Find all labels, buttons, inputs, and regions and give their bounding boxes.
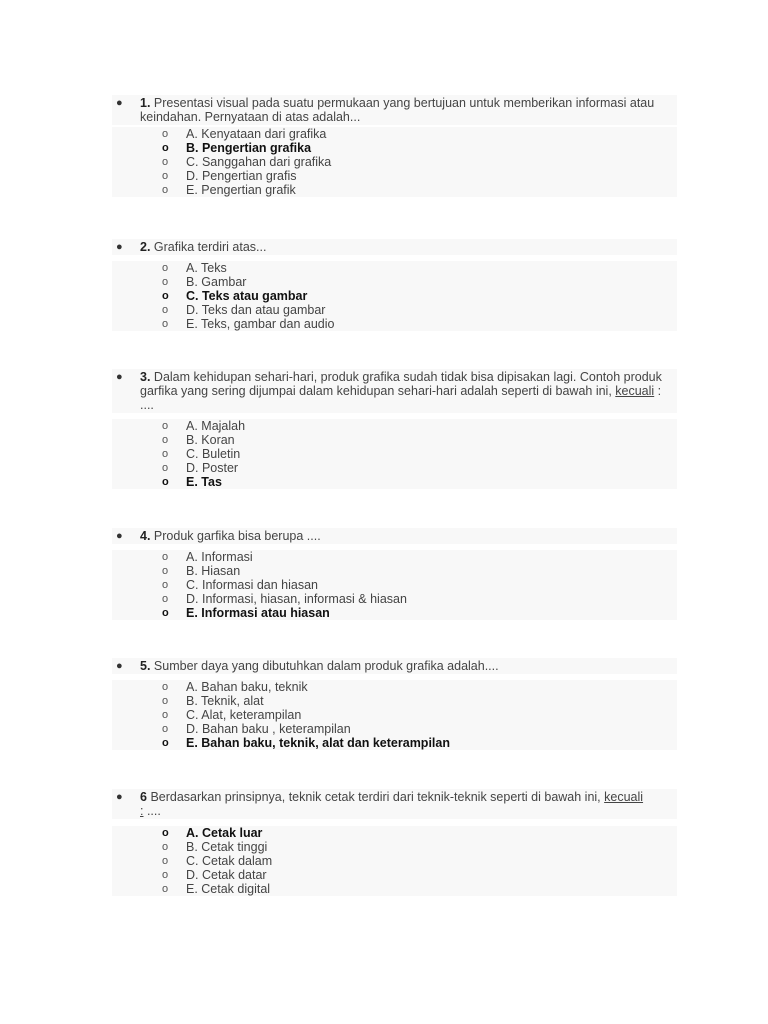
- option-c: o C. Informasi dan hiasan: [162, 578, 319, 592]
- option-d: o D. Pengertian grafis: [162, 169, 297, 183]
- question-number: 1.: [140, 96, 151, 110]
- question-1: [112, 95, 677, 197]
- question-4: [112, 528, 677, 620]
- option-d: o D. Poster: [162, 461, 239, 475]
- circle-bullet-icon: o: [162, 737, 169, 749]
- circle-bullet-icon: o: [162, 869, 169, 881]
- option-b: o B. Gambar: [162, 275, 247, 289]
- question-stem: [112, 369, 677, 413]
- option-d: o D. Bahan baku , keterampilan: [162, 722, 351, 736]
- circle-bullet-icon: o: [162, 476, 169, 488]
- question-6: [112, 789, 677, 896]
- option-a: o A. Majalah: [162, 419, 246, 433]
- circle-bullet-icon: o: [162, 723, 169, 735]
- question-number: 3.: [140, 370, 151, 384]
- option-b: o B. Hiasan: [162, 564, 241, 578]
- question-emphasis-colon: :: [140, 804, 144, 818]
- circle-bullet-icon: o: [162, 607, 169, 619]
- options-list: [112, 261, 677, 331]
- option-e: o E. Pengertian grafik: [162, 183, 296, 197]
- question-stem: [112, 95, 677, 125]
- bullet-icon: ●: [116, 530, 123, 542]
- circle-bullet-icon: o: [162, 304, 169, 316]
- question-2: [112, 239, 677, 331]
- circle-bullet-icon: o: [162, 681, 169, 693]
- bullet-icon: ●: [116, 660, 123, 672]
- circle-bullet-icon: o: [162, 420, 169, 432]
- circle-bullet-icon: o: [162, 827, 169, 839]
- circle-bullet-icon: o: [162, 142, 169, 154]
- option-a: o A. Informasi: [162, 550, 253, 564]
- bullet-icon: ●: [116, 97, 123, 109]
- circle-bullet-icon: o: [162, 184, 169, 196]
- option-d: o D. Teks dan atau gambar: [162, 303, 326, 317]
- option-d: o D. Cetak datar: [162, 868, 267, 882]
- bullet-icon: ●: [116, 371, 123, 383]
- circle-bullet-icon: o: [162, 841, 169, 853]
- option-b: o B. Cetak tinggi: [162, 840, 268, 854]
- option-b: o B. Koran: [162, 433, 235, 447]
- circle-bullet-icon: o: [162, 551, 169, 563]
- option-b: o B. Pengertian grafika: [162, 141, 312, 155]
- circle-bullet-icon: o: [162, 128, 169, 140]
- options-list: [112, 419, 677, 489]
- circle-bullet-icon: o: [162, 318, 169, 330]
- option-e: o E. Cetak digital: [162, 882, 271, 896]
- option-e: o E. Tas: [162, 475, 222, 489]
- circle-bullet-icon: o: [162, 579, 169, 591]
- question-emphasis: kecuali: [604, 790, 644, 804]
- circle-bullet-icon: o: [162, 170, 169, 182]
- option-e: o E. Teks, gambar dan audio: [162, 317, 335, 331]
- circle-bullet-icon: o: [162, 156, 169, 168]
- circle-bullet-icon: o: [162, 709, 169, 721]
- question-text-end: : ....: [140, 384, 662, 412]
- option-b: o B. Teknik, alat: [162, 694, 264, 708]
- option-c: o C. Teks atau gambar: [162, 289, 308, 303]
- option-c: o C. Buletin: [162, 447, 241, 461]
- circle-bullet-icon: o: [162, 855, 169, 867]
- question-text: Presentasi visual pada suatu permukaan yang bertujuan untuk memberikan informasi atau keindahan. Pernyataan di atas adalah...: [140, 96, 655, 124]
- question-3: [112, 369, 677, 489]
- question-text: Grafika terdiri atas...: [153, 240, 267, 254]
- circle-bullet-icon: o: [162, 290, 169, 302]
- option-e: o E. Informasi atau hiasan: [162, 606, 330, 620]
- question-text: Produk garfika bisa berupa ....: [153, 529, 321, 543]
- option-e: o E. Bahan baku, teknik, alat dan keterampilan: [162, 736, 450, 750]
- circle-bullet-icon: o: [162, 462, 169, 474]
- option-a: o A. Bahan baku, teknik: [162, 680, 308, 694]
- question-text: Sumber daya yang dibutuhkan dalam produk grafika adalah....: [153, 659, 499, 673]
- question-stem: [112, 658, 677, 674]
- question-5: [112, 658, 677, 750]
- option-c: o C. Cetak dalam: [162, 854, 273, 868]
- circle-bullet-icon: o: [162, 593, 169, 605]
- circle-bullet-icon: o: [162, 434, 169, 446]
- question-emphasis: kecuali: [615, 384, 655, 398]
- option-a: o A. Cetak luar: [162, 826, 263, 840]
- bullet-icon: ●: [116, 241, 123, 253]
- circle-bullet-icon: o: [162, 262, 169, 274]
- option-c: o C. Sanggahan dari grafika: [162, 155, 332, 169]
- question-stem: [112, 528, 677, 544]
- option-c: o C. Alat, keterampilan: [162, 708, 302, 722]
- options-list: [112, 680, 677, 750]
- option-d: o D. Informasi, hiasan, informasi & hiasan: [162, 592, 407, 606]
- circle-bullet-icon: o: [162, 565, 169, 577]
- circle-bullet-icon: o: [162, 883, 169, 895]
- option-a: o A. Kenyataan dari grafika: [162, 127, 327, 141]
- question-text: Berdasarkan prinsipnya, teknik cetak terdiri dari teknik-teknik seperti di bawah ini,: [150, 790, 605, 804]
- options-list: [112, 127, 677, 197]
- question-text-end: ....: [143, 804, 161, 818]
- options-list: [112, 826, 677, 896]
- question-stem: [112, 789, 677, 819]
- circle-bullet-icon: o: [162, 276, 169, 288]
- question-number: 6: [140, 790, 147, 804]
- circle-bullet-icon: o: [162, 448, 169, 460]
- question-text: Dalam kehidupan sehari-hari, produk grafika sudah tidak bisa dipisakan lagi. Contoh produk garfika yang sering dijumpai dalam kehidupan sehari-hari adalah seperti di bawah ini,: [140, 370, 662, 398]
- question-number: 5.: [140, 659, 151, 673]
- circle-bullet-icon: o: [162, 695, 169, 707]
- option-a: o A. Teks: [162, 261, 227, 275]
- question-number: 2.: [140, 240, 151, 254]
- question-stem: [112, 239, 677, 255]
- question-number: 4.: [140, 529, 151, 543]
- options-list: [112, 550, 677, 620]
- bullet-icon: ●: [116, 791, 123, 803]
